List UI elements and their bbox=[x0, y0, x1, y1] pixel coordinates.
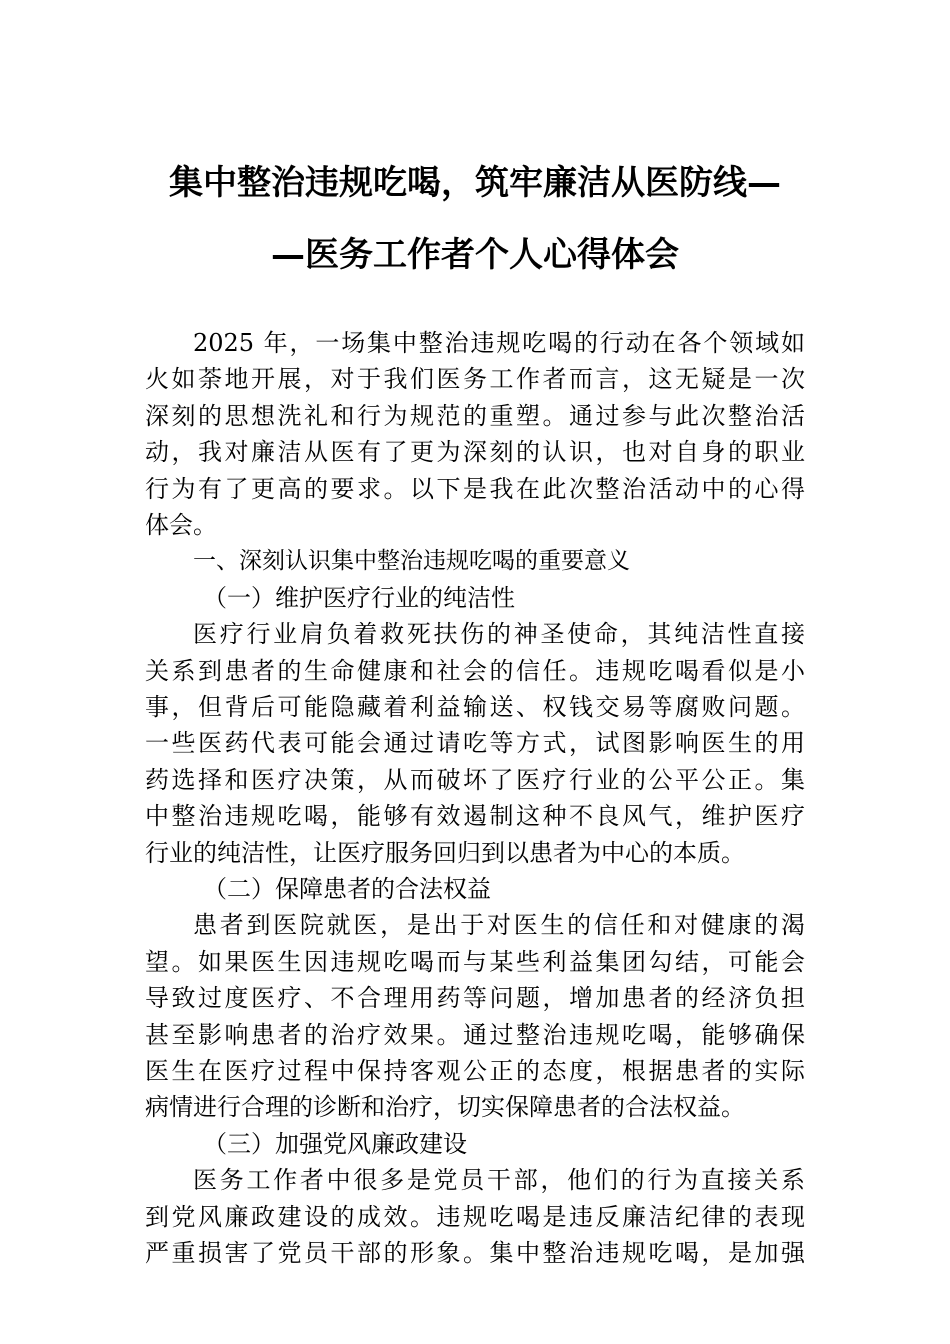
paragraph-line: 医疗行业肩负着救死扶伤的神圣使命，其纯洁性直接 bbox=[193, 620, 805, 649]
paragraph-line: 医生在医疗过程中保持客观公正的态度，根据患者的实际 bbox=[145, 1057, 805, 1085]
paragraph-line: 事，但背后可能隐藏着利益输送、权钱交易等腐败问题。 bbox=[145, 693, 805, 721]
paragraph-line: 药选择和医疗决策，从而破坏了医疗行业的公平公正。集 bbox=[145, 765, 805, 794]
paragraph-line: 体会。 bbox=[145, 511, 217, 539]
paragraph-line: 患者到医院就医，是出于对医生的信任和对健康的渴 bbox=[193, 911, 805, 940]
subsection-heading: （三）加强党风廉政建设 bbox=[203, 1129, 467, 1158]
paragraph-line: 行业的纯洁性，让医疗服务回归到以患者为中心的本质。 bbox=[145, 838, 745, 867]
subsection-heading: （一）维护医疗行业的纯洁性 bbox=[203, 583, 515, 612]
document-title-line-2: —医务工作者个人心得体会 bbox=[271, 235, 679, 275]
paragraph-line: 关系到患者的生命健康和社会的信任。违规吃喝看似是小 bbox=[145, 656, 805, 685]
paragraph-line: 到党风廉政建设的成效。违规吃喝是违反廉洁纪律的表现 bbox=[145, 1202, 805, 1231]
paragraph-line: 医务工作者中很多是党员干部，他们的行为直接关系 bbox=[193, 1166, 805, 1195]
paragraph-line: 2025 年，一场集中整治违规吃喝的行动在各个领域如 bbox=[193, 329, 805, 357]
section-heading: 一、深刻认识集中整治违规吃喝的重要意义 bbox=[193, 548, 630, 575]
paragraph-line: 一些医药代表可能会通过请吃等方式，试图影响医生的用 bbox=[145, 729, 805, 758]
paragraph-line: 甚至影响患者的治疗效果。通过整治违规吃喝，能够确保 bbox=[145, 1020, 805, 1049]
paragraph-line: 行为有了更高的要求。以下是我在此次整治活动中的心得 bbox=[145, 474, 805, 503]
paragraph-line: 动，我对廉洁从医有了更为深刻的认识，也对自身的职业 bbox=[145, 438, 805, 467]
paragraph-line: 中整治违规吃喝，能够有效遏制这种不良风气，维护医疗 bbox=[145, 802, 805, 831]
paragraph-line: 导致过度医疗、不合理用药等问题，增加患者的经济负担 bbox=[145, 984, 805, 1013]
paragraph-line: 严重损害了党员干部的形象。集中整治违规吃喝，是加强 bbox=[145, 1239, 805, 1267]
paragraph-line: 火如荼地开展，对于我们医务工作者而言，这无疑是一次 bbox=[145, 365, 805, 394]
paragraph-line: 病情进行合理的诊断和治疗，切实保障患者的合法权益。 bbox=[145, 1093, 745, 1122]
subsection-heading: （二）保障患者的合法权益 bbox=[203, 875, 491, 903]
paragraph-line: 望。如果医生因违规吃喝而与某些利益集团勾结，可能会 bbox=[145, 947, 805, 976]
document-title-line-1: 集中整治违规吃喝，筑牢廉洁从医防线— bbox=[169, 163, 781, 203]
paragraph-line: 深刻的思想洗礼和行为规范的重塑。通过参与此次整治活 bbox=[145, 401, 805, 430]
